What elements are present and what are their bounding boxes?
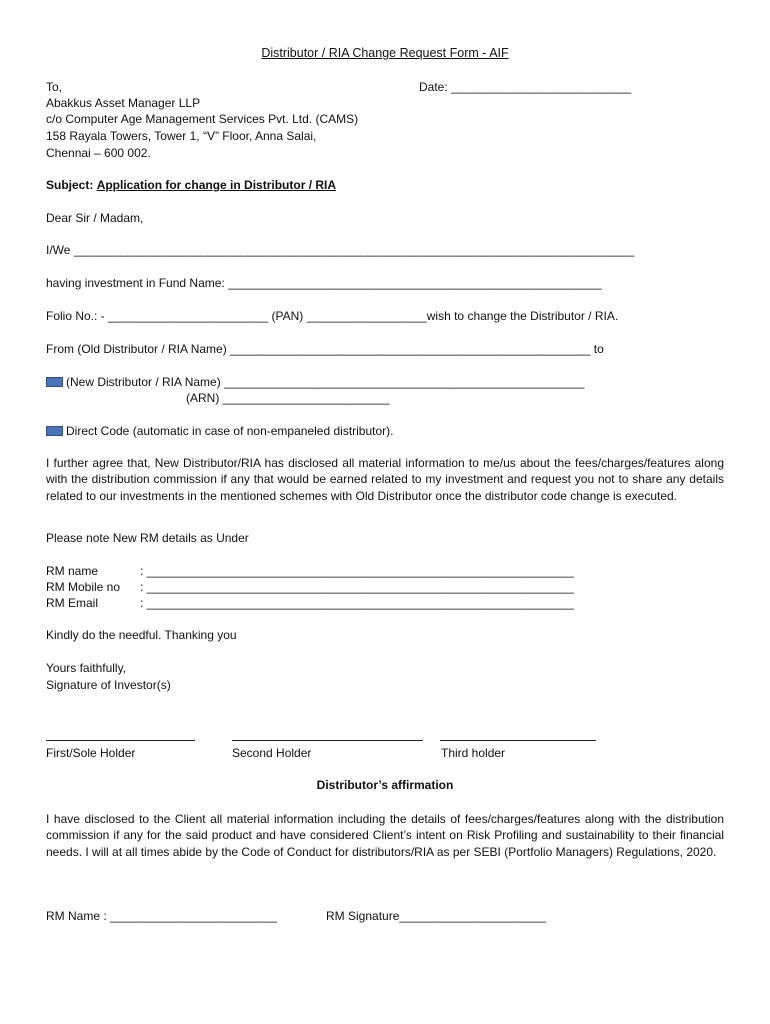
rm-mobile-field[interactable]: : ________________________________________________________________ (140, 580, 574, 594)
rm-intro: Please note New RM details as Under (46, 531, 249, 545)
direct-code-row[interactable]: Direct Code (automatic in case of non-empaneled distributor). (46, 424, 394, 439)
address-line-1: Abakkus Asset Manager LLP (46, 96, 201, 110)
affirmation-title: Distributor’s affirmation (316, 778, 454, 792)
address-line-4: Chennai – 600 002. (46, 146, 151, 160)
third-holder-label: Third holder (441, 746, 506, 760)
address-to: To, (46, 80, 63, 94)
folio-pan-field[interactable]: Folio No.: - ________________________ (PAN) __________________wish to change the Distributor / RIA. (46, 309, 619, 323)
old-distributor-field[interactable]: From (Old Distributor / RIA Name) ______________________________________________________ to (46, 342, 604, 356)
salutation: Dear Sir / Madam, (46, 211, 144, 225)
new-distributor-checkbox-icon[interactable] (46, 377, 63, 387)
arn-field[interactable]: (ARN) _________________________ (186, 391, 390, 405)
fund-name-field[interactable]: having investment in Fund Name: ________________________________________________________ (46, 276, 602, 290)
second-holder-label: Second Holder (232, 746, 312, 760)
agreement-paragraph: I further agree that, New Distributor/RIA has disclosed all material information to me/us about the fees/charges/features along with the distribution commission if any that would be earned related to my investment and request you not to share any details related to our investments in the mentioned schemes with Old Distributor once the distributor code change is executed. (46, 456, 724, 503)
rm-email-label: RM Email (46, 596, 99, 610)
closing-text: Kindly do the needful. Thanking you (46, 628, 237, 642)
address-line-3: 158 Rayala Towers, Tower 1, “V” Floor, Anna Salai, (46, 129, 317, 143)
rm-mobile-label: RM Mobile no (46, 580, 121, 594)
form-title: Distributor / RIA Change Request Form - AIF (261, 46, 509, 60)
direct-code-checkbox-icon[interactable] (46, 426, 63, 436)
investor-name-field[interactable]: I/We ____________________________________________________________________________________ (46, 243, 635, 257)
rm-signature-footer-field[interactable]: RM Signature______________________ (326, 909, 547, 923)
third-holder-signature-line[interactable] (440, 740, 596, 741)
new-distributor-row[interactable]: (New Distributor / RIA Name) ______________________________________________________ (46, 375, 584, 390)
first-holder-label: First/Sole Holder (46, 746, 136, 760)
yours-faithfully: Yours faithfully, (46, 661, 127, 675)
rm-name-footer-field[interactable]: RM Name : _________________________ (46, 909, 277, 923)
affirmation-paragraph: I have disclosed to the Client all material information including the details of fees/charges/features along with the distribution commission if any for the said product and have considered Client’s intent on Risk Profiling and sustainability to their financial needs. I will at all times abide by the Code of Conduct for distributors/RIA as per SEBI (Portfolio Managers) Regulations, 2020. (46, 812, 724, 859)
address-line-2: c/o Computer Age Management Services Pvt. Ltd. (CAMS) (46, 112, 359, 126)
rm-email-field[interactable]: : ________________________________________________________________ (140, 596, 574, 610)
date-field[interactable]: Date: ___________________________ (419, 80, 632, 94)
investor-signature-label: Signature of Investor(s) (46, 678, 171, 692)
rm-name-field[interactable]: : ________________________________________________________________ (140, 564, 574, 578)
first-holder-signature-line[interactable] (46, 740, 195, 741)
subject-line: Subject: Application for change in Distributor / RIA (46, 178, 337, 192)
rm-name-label: RM name (46, 564, 99, 578)
second-holder-signature-line[interactable] (232, 740, 423, 741)
